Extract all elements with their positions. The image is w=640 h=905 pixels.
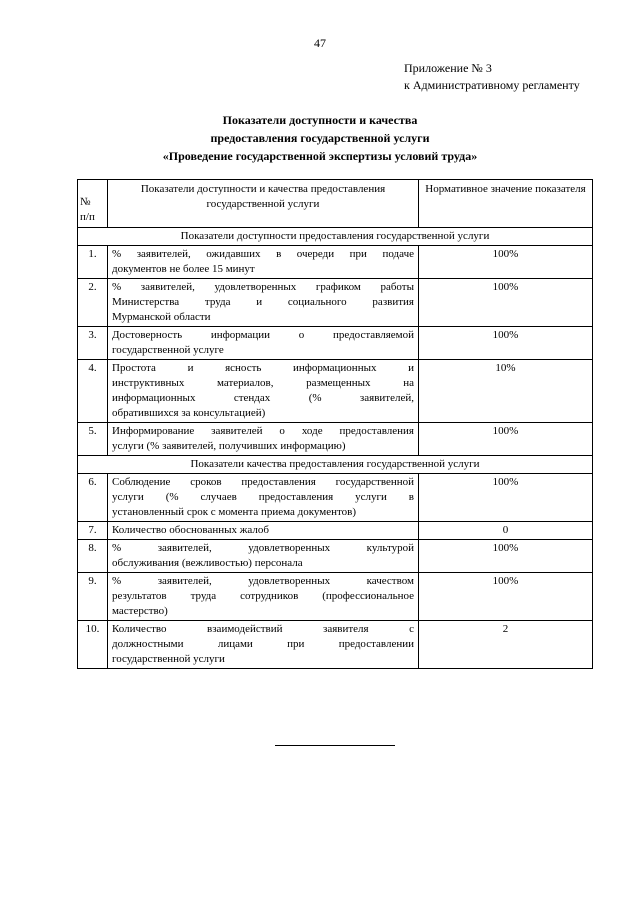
table-row bbox=[78, 423, 593, 456]
table-row bbox=[78, 621, 593, 669]
table-header-row bbox=[78, 180, 593, 228]
indicator-name bbox=[108, 279, 419, 327]
row-number: 4. bbox=[78, 360, 108, 423]
indicator-name-line: Соблюдение сроков предоставления государственной bbox=[112, 476, 414, 488]
indicator-name-line: % заявителей, удовлетворенных культурой bbox=[112, 542, 414, 554]
section-header-row bbox=[78, 456, 593, 474]
document-title bbox=[0, 111, 640, 165]
indicator-name-line: Министерства труда и социального развития bbox=[112, 296, 414, 308]
indicator-name-line: должностными лицами при предоставлении bbox=[112, 638, 414, 650]
table-row bbox=[78, 522, 593, 540]
appendix-line-1: Приложение № 3 bbox=[404, 61, 492, 75]
row-number: 10. bbox=[78, 621, 108, 669]
header-indicator: Показатели доступности и качества предоставления государственной услуги bbox=[108, 180, 419, 228]
table-row bbox=[78, 474, 593, 522]
indicator-name-line: установленный срок с момента приема документов) bbox=[112, 506, 357, 518]
indicator-name-line: информационных стендах (% заявителей, bbox=[112, 392, 414, 404]
table-row bbox=[78, 360, 593, 423]
table-row bbox=[78, 573, 593, 621]
section-header-row bbox=[78, 228, 593, 246]
table-row bbox=[78, 279, 593, 327]
indicator-name bbox=[108, 522, 419, 540]
indicator-name-line: Количество взаимодействий заявителя с bbox=[112, 623, 414, 635]
indicator-name bbox=[108, 474, 419, 522]
indicator-name-line: услуги (% случаев предоставления услуги в bbox=[112, 491, 414, 503]
normative-value: 2 bbox=[419, 621, 593, 669]
normative-value: 10% bbox=[419, 360, 593, 423]
row-number: 8. bbox=[78, 540, 108, 573]
indicator-name-line: инструктивных материалов, размещенных на bbox=[112, 377, 414, 389]
indicator-name-line: % заявителей, удовлетворенных качеством bbox=[112, 575, 414, 587]
indicator-name-line: услуги (% заявителей, получивших информацию) bbox=[112, 440, 346, 452]
row-number: 7. bbox=[78, 522, 108, 540]
header-value: Нормативное значение показателя bbox=[419, 180, 593, 228]
page-number: 47 bbox=[314, 36, 326, 50]
row-number: 2. bbox=[78, 279, 108, 327]
indicator-name bbox=[108, 360, 419, 423]
indicator-name-line: государственной услуге bbox=[112, 344, 224, 356]
row-number: 5. bbox=[78, 423, 108, 456]
title-line-2: предоставления государственной услуги bbox=[210, 131, 430, 145]
footer-rule bbox=[275, 745, 395, 746]
normative-value: 100% bbox=[419, 246, 593, 279]
normative-value: 100% bbox=[419, 423, 593, 456]
indicator-name bbox=[108, 423, 419, 456]
normative-value: 100% bbox=[419, 474, 593, 522]
appendix-reference bbox=[404, 60, 580, 94]
row-number: 9. bbox=[78, 573, 108, 621]
row-number: 6. bbox=[78, 474, 108, 522]
header-number: № п/п bbox=[78, 180, 108, 228]
indicator-name-line: государственной услуги bbox=[112, 653, 225, 665]
indicator-name bbox=[108, 540, 419, 573]
indicator-name bbox=[108, 327, 419, 360]
row-number: 3. bbox=[78, 327, 108, 360]
normative-value: 0 bbox=[419, 522, 593, 540]
indicator-name-line: % заявителей, ожидавших в очереди при подаче bbox=[112, 248, 414, 260]
table-row bbox=[78, 327, 593, 360]
table-row bbox=[78, 246, 593, 279]
indicator-name-line: результатов труда сотрудников (профессиональное bbox=[112, 590, 414, 602]
indicator-name-line: обслуживания (вежливостью) персонала bbox=[112, 557, 303, 569]
indicator-name bbox=[108, 246, 419, 279]
indicator-name bbox=[108, 573, 419, 621]
table-row bbox=[78, 540, 593, 573]
normative-value: 100% bbox=[419, 540, 593, 573]
indicator-name-line: Достоверность информации о предоставляемой bbox=[112, 329, 414, 341]
indicator-name-line: Простота и ясность информационных и bbox=[112, 362, 414, 374]
indicator-name-line: мастерство) bbox=[112, 605, 168, 617]
indicator-name-line: % заявителей, удовлетворенных графиком работы bbox=[112, 281, 414, 293]
indicators-table bbox=[77, 179, 593, 669]
appendix-line-2: к Административному регламенту bbox=[404, 78, 580, 92]
title-line-1: Показатели доступности и качества bbox=[222, 113, 418, 127]
indicator-name bbox=[108, 621, 419, 669]
indicator-name-line: Мурманской области bbox=[112, 311, 211, 323]
indicator-name-line: обратившихся за консультацией) bbox=[112, 407, 266, 419]
section-title: Показатели качества предоставления государственной услуги bbox=[78, 456, 593, 474]
indicator-name-line: документов не более 15 минут bbox=[112, 263, 255, 275]
section-title: Показатели доступности предоставления государственной услуги bbox=[78, 228, 593, 246]
normative-value: 100% bbox=[419, 327, 593, 360]
indicator-name-line: Информирование заявителей о ходе предоставления bbox=[112, 425, 414, 437]
normative-value: 100% bbox=[419, 573, 593, 621]
normative-value: 100% bbox=[419, 279, 593, 327]
row-number: 1. bbox=[78, 246, 108, 279]
table-body bbox=[78, 228, 593, 669]
indicator-name-line: Количество обоснованных жалоб bbox=[112, 524, 269, 536]
title-line-3: «Проведение государственной экспертизы условий труда» bbox=[162, 149, 478, 163]
